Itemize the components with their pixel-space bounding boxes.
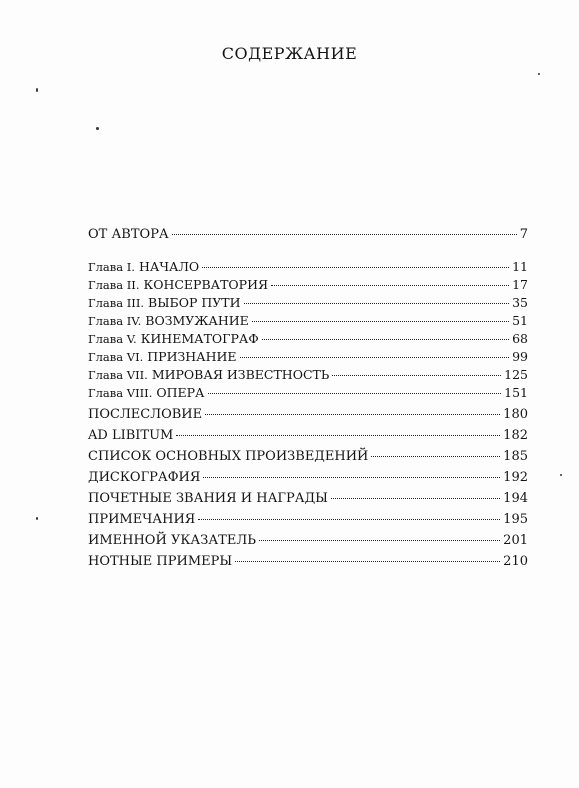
toc-entry-label xyxy=(88,509,195,530)
toc-entry-label xyxy=(88,224,169,245)
dot-leader xyxy=(252,321,509,322)
toc-entry-label xyxy=(88,530,256,551)
toc-entry-page: 210 xyxy=(503,554,528,569)
toc-entry xyxy=(88,276,528,294)
toc-entry-label xyxy=(88,294,241,312)
toc-entry-page: 182 xyxy=(503,428,528,443)
toc-entry-page: 151 xyxy=(504,385,528,400)
dot-leader xyxy=(262,339,509,340)
toc-entry xyxy=(88,258,528,276)
toc-entry-label xyxy=(88,312,249,330)
dot-leader xyxy=(235,561,500,562)
toc-chapters-list xyxy=(88,258,528,402)
toc-entry-title: ВОЗМУЖАНИЕ xyxy=(145,313,249,328)
toc-entry-title: ПРИМЕЧАНИЯ xyxy=(88,512,196,527)
dot-leader xyxy=(172,234,517,235)
toc-entry-page: 7 xyxy=(519,227,528,242)
dot-leader xyxy=(271,285,509,286)
toc-entry-page: 11 xyxy=(512,259,528,274)
toc-entry-label xyxy=(88,276,268,294)
dot-leader xyxy=(331,498,500,499)
toc-entry-label xyxy=(88,384,205,402)
toc-entry-label xyxy=(88,348,237,366)
dot-leader xyxy=(202,267,509,268)
page-title: СОДЕРЖАНИЕ xyxy=(221,44,358,63)
toc-entry-title: AD LIBITUM xyxy=(88,428,174,443)
dot-leader xyxy=(205,414,500,415)
toc-entry-title: ОТ АВТОРА xyxy=(88,227,169,242)
toc-entry-title: ОПЕРА xyxy=(156,385,205,400)
dot-leader xyxy=(371,456,500,457)
toc-entry-title: КИНЕМАТОГРАФ xyxy=(140,331,259,346)
toc-entry-page: 194 xyxy=(503,491,528,506)
toc-entry-page: 51 xyxy=(512,313,528,328)
dot-leader xyxy=(176,435,500,436)
dot-leader xyxy=(208,393,502,394)
scan-speck xyxy=(36,517,38,520)
toc-entry xyxy=(88,488,528,509)
toc-entry-page: 99 xyxy=(512,349,528,364)
toc-entry xyxy=(88,224,528,245)
toc-entry-page: 185 xyxy=(503,449,528,464)
chapter-prefix: Глава I. xyxy=(88,260,135,274)
toc-entry-title: ПОСЛЕСЛОВИЕ xyxy=(88,407,203,422)
toc-entry-page: 17 xyxy=(512,277,528,292)
toc-entry-page: 68 xyxy=(512,331,528,346)
toc-entry-label xyxy=(88,404,202,425)
toc-entry-page: 125 xyxy=(504,367,528,382)
dot-leader xyxy=(198,519,500,520)
toc-entry-label xyxy=(88,425,173,446)
toc-entry-label xyxy=(88,488,328,509)
toc-entry-page: 35 xyxy=(512,295,528,310)
toc-entry xyxy=(88,384,528,402)
toc-entry-label xyxy=(88,258,199,276)
chapter-prefix: Глава III. xyxy=(88,296,145,310)
toc-entry xyxy=(88,467,528,488)
toc-entry-page: 195 xyxy=(503,512,528,527)
dot-leader xyxy=(203,477,500,478)
toc-entry-title: ВЫБОР ПУТИ xyxy=(148,295,241,310)
dot-leader xyxy=(259,540,500,541)
chapter-prefix: Глава VII. xyxy=(88,368,148,382)
toc-intro-list xyxy=(88,224,528,245)
toc-entry-page: 180 xyxy=(503,407,528,422)
toc-entry-title: ИМЕННОЙ УКАЗАТЕЛЬ xyxy=(88,533,256,548)
toc-entry-title: СПИСОК ОСНОВНЫХ ПРОИЗВЕДЕНИЙ xyxy=(88,449,369,464)
toc-entry-label xyxy=(88,467,200,488)
toc-entry-title: НОТНЫЕ ПРИМЕРЫ xyxy=(88,554,233,569)
chapter-prefix: Глава VI. xyxy=(88,350,144,364)
toc-appendix-list xyxy=(88,404,528,572)
toc-entry-title: КОНСЕРВАТОРИЯ xyxy=(143,277,269,292)
toc-entry xyxy=(88,509,528,530)
scan-speck xyxy=(96,127,99,130)
toc-entry xyxy=(88,551,528,572)
toc-entry-title: НАЧАЛО xyxy=(138,259,200,274)
toc-entry-label xyxy=(88,551,232,572)
toc-entry-label xyxy=(88,330,259,348)
toc-entry xyxy=(88,294,528,312)
chapter-prefix: Глава IV. xyxy=(88,314,142,328)
chapter-prefix: Глава II. xyxy=(88,278,140,292)
toc-entry-label xyxy=(88,366,329,384)
toc-entry xyxy=(88,348,528,366)
scan-speck xyxy=(560,474,562,476)
toc-entry-title: ДИСКОГРАФИЯ xyxy=(88,470,201,485)
dot-leader xyxy=(240,357,510,358)
chapter-prefix: Глава V. xyxy=(88,332,137,346)
toc-entry-title: МИРОВАЯ ИЗВЕСТНОСТЬ xyxy=(151,367,330,382)
toc-entry xyxy=(88,530,528,551)
toc-entry-label xyxy=(88,446,368,467)
toc-entry xyxy=(88,312,528,330)
toc-entry xyxy=(88,446,528,467)
scan-speck xyxy=(538,73,540,75)
toc-entry xyxy=(88,366,528,384)
dot-leader xyxy=(244,303,510,304)
toc-entry-page: 192 xyxy=(503,470,528,485)
toc-entry-title: ПОЧЕТНЫЕ ЗВАНИЯ И НАГРАДЫ xyxy=(88,491,328,506)
chapter-prefix: Глава VIII. xyxy=(88,386,153,400)
toc-entry xyxy=(88,330,528,348)
dot-leader xyxy=(332,375,501,376)
toc-entry-title: ПРИЗНАНИЕ xyxy=(147,349,237,364)
toc-entry xyxy=(88,425,528,446)
scan-speck xyxy=(36,88,38,92)
toc-entry-page: 201 xyxy=(503,533,528,548)
toc-entry xyxy=(88,404,528,425)
